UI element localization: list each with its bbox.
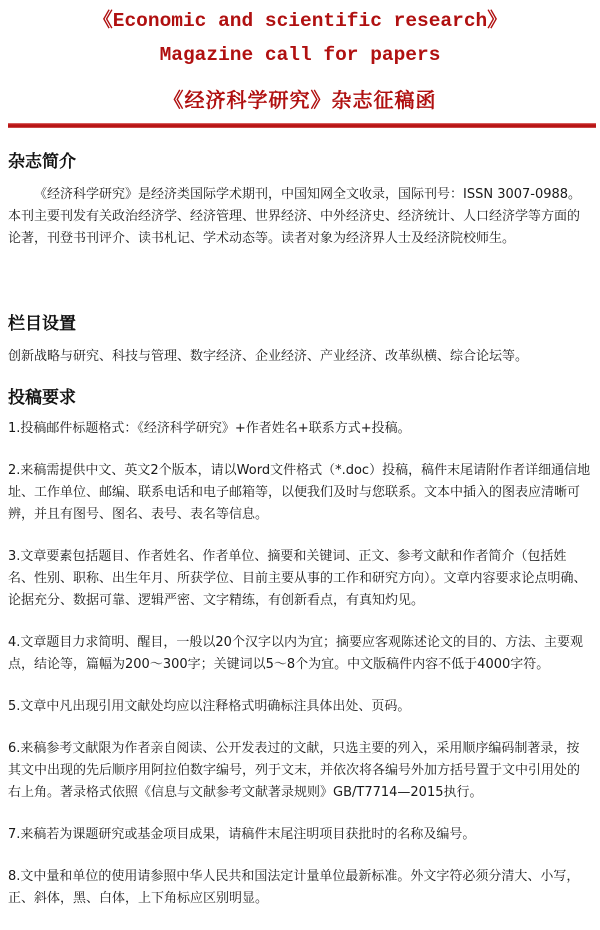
requirement-item-8: 8.文中量和单位的使用请参照中华人民共和国法定计量单位最新标准。外文字符必须分清大、小写，正、斜体，黑、白体，上下角标应区别明显。 [8,869,580,906]
requirement-item-2: 2.来稿需提供中文、英文2个版本，请以Word文件格式（*.doc）投稿，稿件末尾请附作者详细通信地址、工作单位、邮编、联系电话和电子邮箱等，以便我们及时与您联系。文本中插入的图表应清晰可辨，并且有图号、图名、表号、表名等信息。 [8,463,591,522]
section-heading-intro: 杂志简介 [8,152,76,172]
intro-paragraph: 《经济科学研究》是经济类国际学术期刊，中国知网全文收录，国际刊号：ISSN 3007-0988。本刊主要刊发有关政治经济学、经济管理、世界经济、中外经济史、经济统计、人口经济学等方面的论著，刊登书刊评介、读书札记、学术动态等。读者对象为经济界人士及经济院校师生。 [8,187,582,246]
requirement-item-1: 1.投稿邮件标题格式：《经济科学研究》+作者姓名+联系方式+投稿。 [8,421,411,436]
requirement-item-3: 3.文章要素包括题目、作者姓名、作者单位、摘要和关键词、正文、参考文献和作者简介（包括姓名、性别、职称、出生年月、所获学位、目前主要从事的工作和研究方向）。文章内容要求论点明确、论据充分、数据可靠、逻辑严密、文字精练，有创新看点，有真知灼见。 [8,549,587,608]
requirements-list [8,418,592,930]
section-heading-columns: 栏目设置 [8,314,76,334]
requirement-item-6: 6.来稿参考文献限为作者亲自阅读、公开发表过的文献，只选主要的列入，采用顺序编码制著录，按其文中出现的先后顺序用阿拉伯数字编号，列于文末，并依次将各编号外加方括号置于文中引用处的右上角。著录格式依照《信息与文献参考文献著录规则》GB/T7714—2015执行。 [8,741,581,800]
title-english-line-1: 《Economic and scientific research》 [93,10,507,32]
requirement-item-4: 4.文章题目力求简明、醒目，一般以20个汉字以内为宜；摘要应客观陈述论文的目的、方法、主要观点，结论等，篇幅为200～300字；关键词以5～8个为宜。中文版稿件内容不低于4000字符。 [8,635,583,672]
columns-paragraph: 创新战略与研究、科技与管理、数字经济、企业经济、产业经济、改革纵横、综合论坛等。 [8,349,529,364]
title-english-line-2: Magazine call for papers [159,44,441,66]
requirement-item-5: 5.文章中凡出现引用文献处均应以注释格式明确标注具体出处、页码。 [8,699,411,714]
red-divider [8,123,596,128]
requirement-item-7: 7.来稿若为课题研究或基金项目成果，请稿件末尾注明项目获批时的名称及编号。 [8,827,476,842]
section-heading-requirements: 投稿要求 [8,388,76,408]
document-header [0,0,600,140]
title-chinese: 《经济科学研究》杂志征稿函 [163,88,437,112]
